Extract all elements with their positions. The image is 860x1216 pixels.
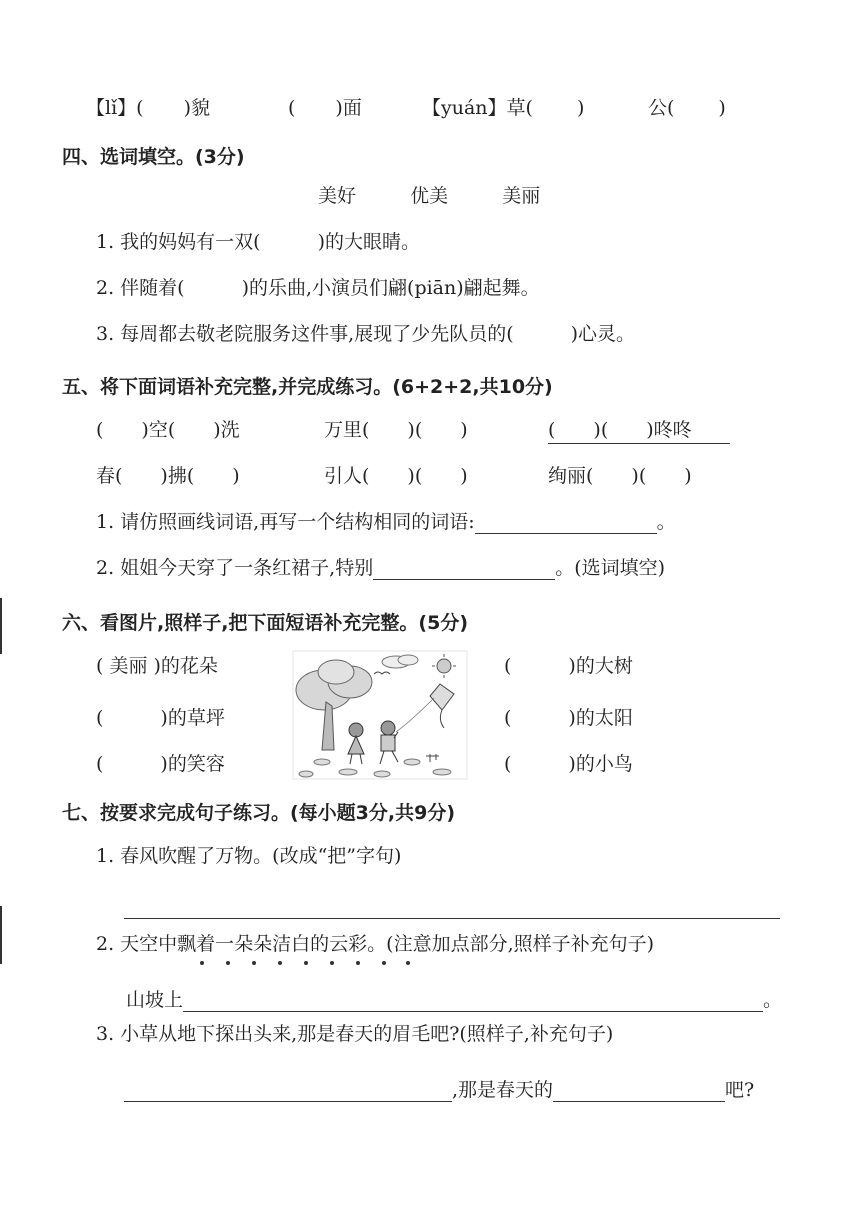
word-option: 优美 xyxy=(410,185,449,207)
section-4-title: 四、选词填空。(3分) xyxy=(62,146,245,168)
word-bank xyxy=(318,184,540,208)
tree-icon xyxy=(296,660,372,750)
answer-line-3b[interactable] xyxy=(553,1081,725,1102)
idiom-6: 绚丽( )( ) xyxy=(548,465,692,487)
idiom-3-underlined: ( )( )咚咚 xyxy=(548,419,692,441)
margin-line xyxy=(0,906,2,964)
section-6-title: 六、看图片,照样子,把下面短语补充完整。(5分) xyxy=(62,612,469,634)
phrase-right-2: ( )的太阳 xyxy=(504,707,633,729)
sun-icon xyxy=(432,654,456,678)
phrase-right-3: ( )的小鸟 xyxy=(504,753,633,775)
girl-icon xyxy=(348,723,364,764)
kite-icon xyxy=(396,684,454,732)
s5-question-1: 1. 请仿照画线词语,再写一个结构相同的词语: 。 xyxy=(96,511,676,533)
pinyin-blank-4[interactable]: 公( ) xyxy=(648,97,726,119)
word-option: 美丽 xyxy=(502,185,541,207)
section-5-title: 五、将下面词语补充完整,并完成练习。(6+2+2,共10分) xyxy=(62,376,553,398)
phrase-right-1: ( )的大树 xyxy=(504,655,633,677)
grass-icon xyxy=(299,759,451,777)
boy-icon xyxy=(380,721,398,764)
answer-line[interactable] xyxy=(475,513,657,534)
s7-question-1: 1. 春风吹醒了万物。(改成“把”字句) xyxy=(96,845,402,867)
phrase-left-3: ( )的笑容 xyxy=(96,753,225,775)
s4-question-3: 3. 每周都去敬老院服务这件事,展现了少先队员的( )心灵。 xyxy=(96,323,636,345)
cloud-icon xyxy=(382,655,418,668)
answer-line-1[interactable] xyxy=(124,918,780,919)
idiom-2: 万里( )( ) xyxy=(324,419,468,441)
margin-line xyxy=(0,598,2,654)
s5-question-2: 2. 姐姐今天穿了一条红裙子,特别 。(选词填空) xyxy=(96,557,666,579)
s4-question-2: 2. 伴随着( )的乐曲,小演员们翩(piān)翩起舞。 xyxy=(96,277,540,299)
s7-question-2: 2. 天空中飘着一朵朵洁白的云彩。(注意加点部分,照样子补充句子) xyxy=(96,933,655,955)
phrase-left-2: ( )的草坪 xyxy=(96,707,225,729)
answer-line-3a[interactable] xyxy=(124,1081,452,1102)
kids-flying-kite-illustration xyxy=(292,650,468,780)
phrase-left-1: ( 美丽 )的花朵 xyxy=(96,655,218,677)
answer-line-2[interactable] xyxy=(183,991,763,1012)
bird-icon xyxy=(374,672,390,674)
section-7-title: 七、按要求完成句子练习。(每小题3分,共9分) xyxy=(62,802,456,824)
idiom-4: 春( )拂( ) xyxy=(96,465,240,487)
idiom-1: ( )空( )洗 xyxy=(96,419,240,441)
pinyin-line: 【lǐ】( )貌 xyxy=(86,97,210,119)
s7-question-3-answer: ,那是春天的 吧? xyxy=(124,1078,754,1102)
s4-question-1: 1. 我的妈妈有一双( )的大眼睛。 xyxy=(96,231,420,253)
word-option: 美好 xyxy=(318,185,357,207)
s7-question-3: 3. 小草从地下探出头来,那是春天的眉毛吧?(照样子,补充句子) xyxy=(96,1023,614,1045)
pinyin-blank-3[interactable]: 【yuán】草( ) xyxy=(422,97,585,119)
idiom-5: 引人( )( ) xyxy=(324,465,468,487)
s7-question-2-answer: 山坡上 。 xyxy=(126,989,783,1011)
underline-mark xyxy=(548,443,730,444)
answer-line[interactable] xyxy=(373,559,555,580)
pinyin-blank-2[interactable]: ( )面 xyxy=(288,97,362,119)
flower-icon xyxy=(426,754,439,762)
